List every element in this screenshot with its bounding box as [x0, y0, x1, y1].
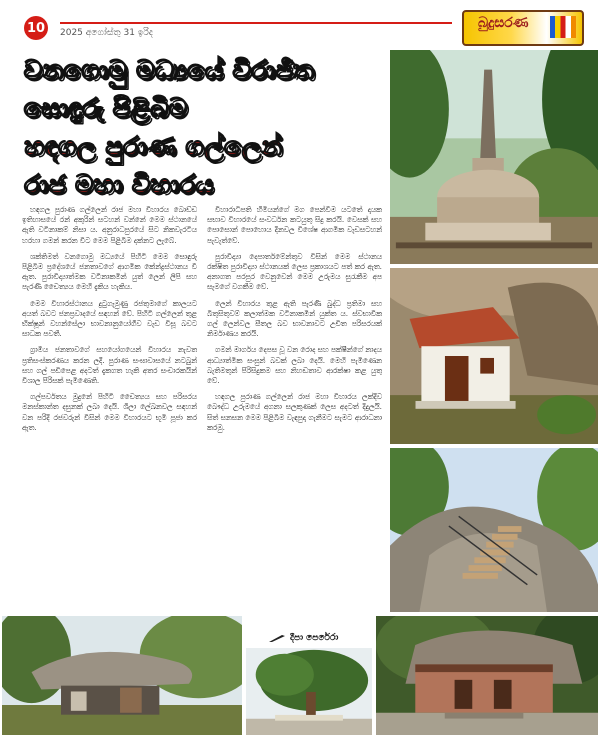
article-paragraph: හඳගල පුරාණ ගල්ලෙන් රාජ මහා විහාරය ලක්දිව බෞද්ධ උරුමයේ අගනා සලකුණක් ලෙස අදටත් දිදුලයි. සිත් සනසන මෙම පිළිබිම වැඳපුදා ගැනීමට සැමට ආරාධනා කරමු. [207, 392, 382, 432]
headline-line-4: රාජ මහා විහාරය [24, 170, 214, 200]
tree-icon [246, 648, 372, 735]
buddhist-flag-icon [550, 16, 576, 38]
article-paragraph: හඳගල පුරාණ ගල්ලෙන් රාජ මහා විහාරය බොඩ්ඩ ඉතිහාසයේ රන් අකුරින් සටහන් වන්නේ මෙම ස්ථානයේ ඇති වටිනාකම් නිසා ය. අනුරාධපුරයේ සිට නිකවැරටිය හරහා ගමන් කරන විට මෙම පිළිබිම දක්නට ලැබේ. [22, 205, 197, 245]
article-paragraph: මෙම විහාරස්ථානය දුටුගැමුණු රජතුමාගේ කාලයට අයත් බවට ජනප්‍රවාදයේ සඳහන් වේ. පිහිටි ගල්ලෙන් තුළ භික්ෂූන් වහන්සේලා භාවනානුයෝගීව වැඩ විසූ බවට සාධක පවතී. [22, 298, 197, 339]
rock-steps-photo [388, 446, 600, 614]
pen-icon [268, 633, 286, 643]
stupa-icon [390, 50, 598, 264]
author-name: දීපා පෙරේරා [290, 633, 339, 643]
article-body [22, 205, 382, 630]
dripstone-rock-photo [0, 614, 244, 737]
page-number: 10 [24, 16, 48, 40]
shrine-icon [390, 268, 598, 444]
newspaper-logo [462, 10, 584, 46]
cave-icon [376, 616, 598, 735]
header-rule [60, 22, 452, 24]
rock-icon [2, 616, 242, 735]
stupa-photo [388, 48, 600, 266]
rock-cave-temple-photo [374, 614, 600, 737]
steps-icon [390, 448, 598, 612]
article-paragraph: විහාරාධිපති හිමියන්ගේ මග පෙන්වීම යටතේ දායක සභාව විහාරයේ සංවර්ධන කටයුතු සිදු කරයි. වෙසක් සහ පොසොන් පොහොය දිනවල විශේෂ ආගමික වැඩසටහන් පැවැත්වේ. [207, 205, 382, 245]
article-paragraph: ගල්පර්වතය මුදුනේ පිහිටි චෛත්‍යය සහ පරිසරය මනස්කාන්ත දසුනක් ලබා දෙයි. ශිලා ලේඛනවල සඳහන් වන පරිදි රජවරුන් විසින් මෙම විහාරයට භූමි පූජා කර ඇත. [22, 392, 197, 432]
page-header [0, 0, 600, 46]
headline-line-2: සොඳුරු පිළිබිම [24, 94, 188, 124]
article-paragraph: ලෙන් විහාරය තුළ ඇති පැරණි බුද්ධ ප්‍රතිමා සහ බිතුසිතුවම් කලාත්මක වටිනාකමින් යුක්ත ය. ස්වභාවික ගල් ලෙන්වල සීතල බව භාවනාවට උචිත පරිසරයක් නිර්මාණය කරයි. [207, 298, 382, 339]
article-paragraph: ගමන් මාර්ගය දෙපස වූ වන රොද සහ පක්ෂීන්ගේ නාදය ආධ්‍යාත්මික සංසුන් බවක් ලබා දෙයි. මෙහි පැමිණෙන බැතිමතුන් පිරිසිදුකම සහ නිහඬතාව ආරක්ෂා කළ යුතු වේ. [207, 345, 382, 386]
byline [268, 633, 338, 643]
article-paragraph: ශක්තිමත් වනගොමු මධ්‍යයේ පිහිටි මෙම සොඳුරු පිළිබිම ප්‍රදේශයේ ජනතාවගේ ආගමික කේන්ද්‍රස්ථානය වී ඇත. පුරාවිද්‍යාත්මක වටිනාකමින් යුත් ලෙන් ලිපි සහ පැරණි චෛත්‍යය මෙහි දැකිය හැකිය. [22, 251, 197, 292]
logo-text: බුදුසරණ [478, 15, 529, 31]
article-paragraph: ග්‍රාමීය ජනතාවගේ සහයෝගයෙන් විහාරය නැවත ප්‍රතිසංස්කරණය කරන ලදී. පුරාණ සංඝාවාසයේ නටබුන් සහ ගල් පඩිපෙළ අදටත් දැකගත හැකි අතර සංචාරකයින් විශාල පිරිසක් පැමිණෙති. [22, 345, 197, 386]
article-paragraph: පුරාවිද්‍යා දෙපාර්තමේන්තුව විසින් මෙම ස්ථානය රක්ෂිත පුරාවිද්‍යා ස්ථානයක් ලෙස ප්‍රකාශයට පත් කර ඇත. අනාගත පරපුර වෙනුවෙන් මෙම උරුමය සුරැකීම අප සැමගේ වගකීම වේ. [207, 251, 382, 292]
cave-shrine-photo [388, 266, 600, 446]
headline-line-1: වනගොමු මධ්‍යයේ විරාජිත [24, 56, 315, 86]
headline [24, 52, 384, 204]
headline-line-3: හඳගල පුරාණ ගල්ලෙන් [24, 132, 283, 162]
issue-date: 2025 අගෝස්තු 31 ඉරිද [60, 28, 153, 38]
bodhi-tree-photo [244, 646, 374, 737]
